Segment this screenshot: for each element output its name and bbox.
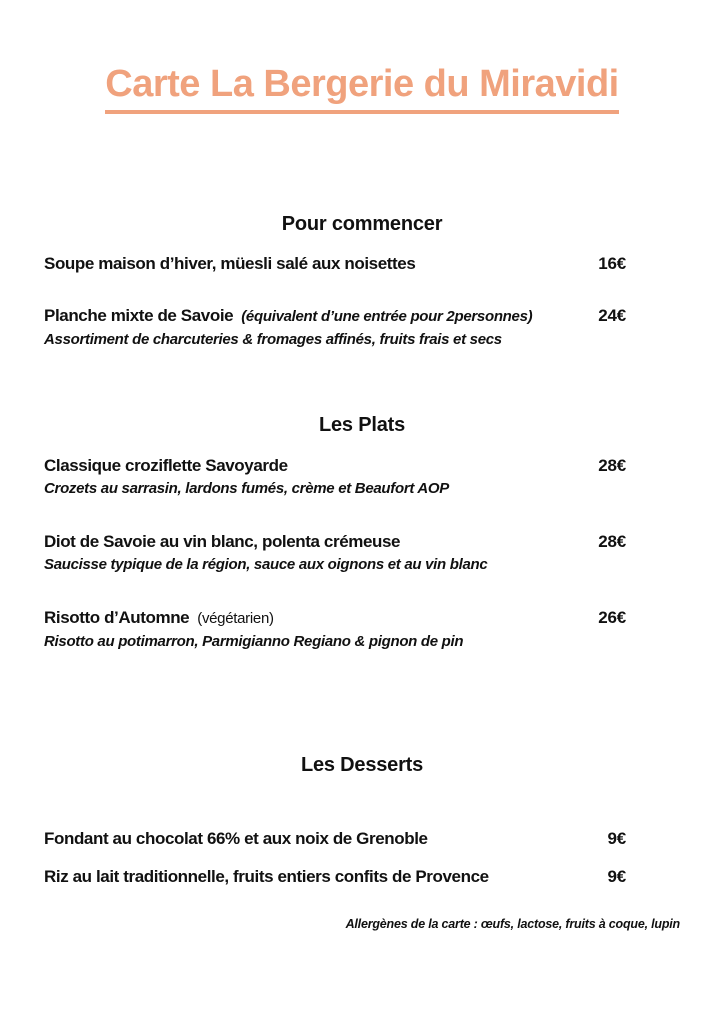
section-items <box>0 454 724 653</box>
item-price: 9€ <box>607 828 626 848</box>
menu-item <box>44 304 626 351</box>
menu-item-row <box>44 530 626 554</box>
menu-item <box>44 454 626 500</box>
section-heading: Pour commencer <box>281 212 443 235</box>
item-note: (équivalent d’une entrée pour 2personnes) <box>241 308 533 326</box>
menu-item-row <box>44 606 626 631</box>
allergens-note: Allergènes de la carte : œufs, lactose, fruits à coque, lupin <box>345 917 680 931</box>
item-name: Riz au lait traditionnelle, fruits entiers confits de Provence <box>44 866 489 886</box>
menu-item <box>44 827 626 851</box>
item-name: Classique croziflette Savoyarde <box>44 455 288 475</box>
item-name: Diot de Savoie au vin blanc, polenta crémeuse <box>44 531 401 551</box>
section-heading: Les Desserts <box>300 753 424 776</box>
item-price: 16€ <box>598 254 626 274</box>
menu-item-row <box>44 304 626 329</box>
section-items <box>0 827 724 889</box>
menu-item-row <box>44 252 626 276</box>
menu-item <box>44 530 626 576</box>
section-desserts <box>0 753 724 889</box>
menu-item-row <box>44 865 626 889</box>
item-name: Soupe maison d’hiver, müesli salé aux noisettes <box>44 254 416 274</box>
section-items <box>0 252 724 351</box>
item-description: Crozets au sarrasin, lardons fumés, crème et Beaufort AOP <box>44 479 449 497</box>
item-name: Risotto d’Automne <box>44 607 190 627</box>
page-title: Carte La Bergerie du Miravidi <box>105 63 618 114</box>
item-name: Fondant au chocolat 66% et aux noix de Grenoble <box>44 828 428 848</box>
item-note: (végétarien) <box>197 609 274 627</box>
item-price: 24€ <box>598 306 626 326</box>
item-name: Planche mixte de Savoie <box>44 306 234 326</box>
item-price: 28€ <box>598 531 626 551</box>
item-description: Risotto au potimarron, Parmigianno Regiano & pignon de pin <box>44 632 464 650</box>
menu-item <box>44 252 626 276</box>
section-mains <box>0 413 724 653</box>
item-price: 9€ <box>607 866 626 886</box>
item-price: 26€ <box>598 607 626 627</box>
title-wrap <box>0 0 724 140</box>
section-heading: Les Plats <box>318 414 406 437</box>
menu-item-row <box>44 454 626 478</box>
menu-item <box>44 865 626 889</box>
section-starters <box>0 212 724 352</box>
item-price: 28€ <box>598 455 626 475</box>
menu-item-row <box>44 827 626 851</box>
menu-item <box>44 606 626 653</box>
item-description: Saucisse typique de la région, sauce aux oignons et au vin blanc <box>44 555 488 573</box>
item-description: Assortiment de charcuteries & fromages affinés, fruits frais et secs <box>44 331 502 349</box>
